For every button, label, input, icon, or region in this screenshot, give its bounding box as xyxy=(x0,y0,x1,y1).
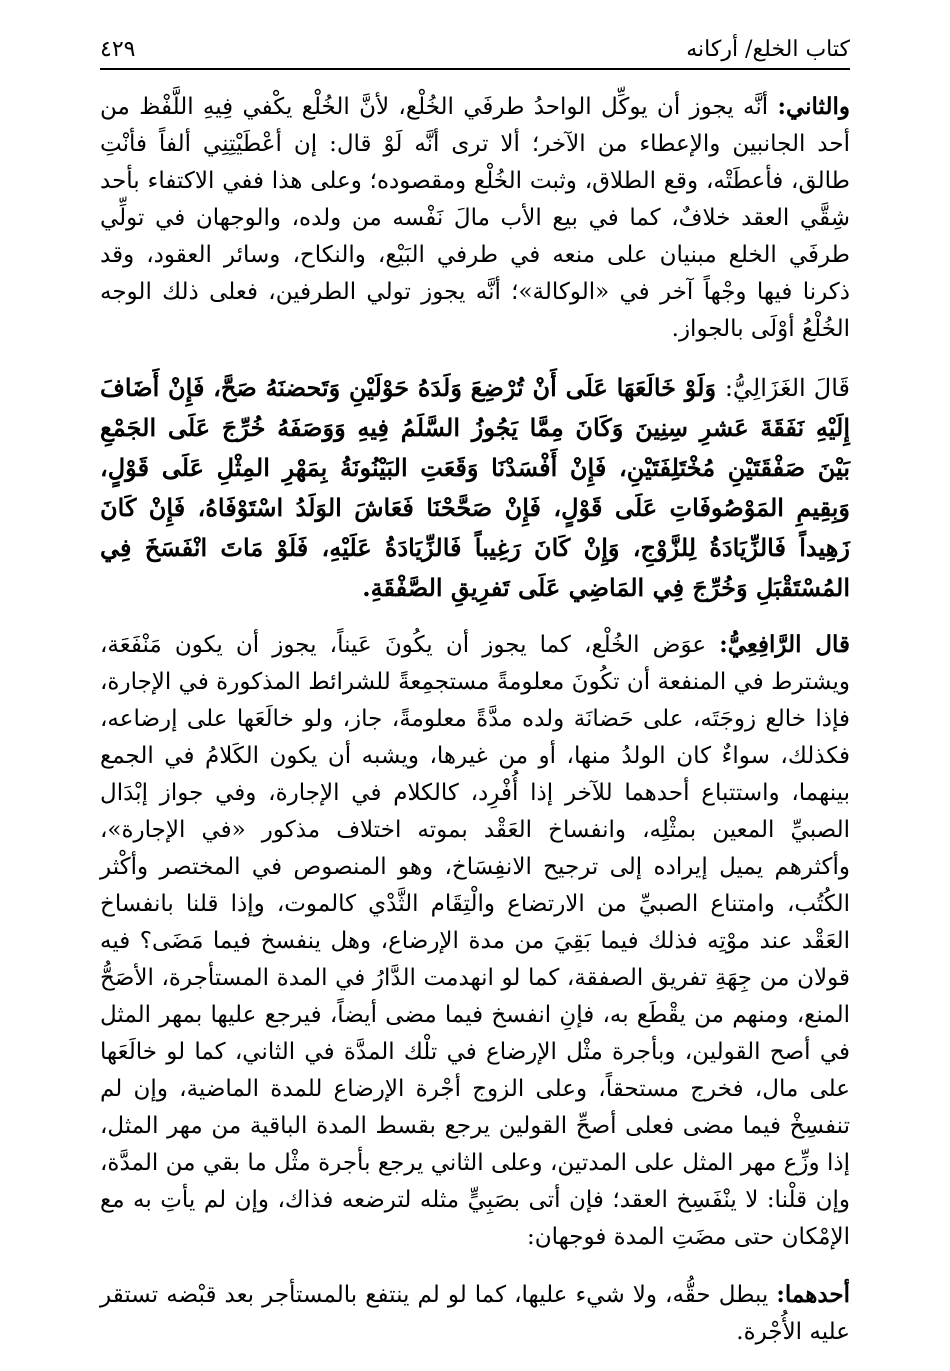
paragraph-lead: والثاني: xyxy=(777,93,850,120)
paragraph-lead: قال الرَّافِعِيُّ: xyxy=(719,631,851,658)
paragraph-text: أنَّه يجوز أن يوكِّل الواحدُ طرفَي الخُلْع، لأنَّ الخُلْع يكْفي فِيهِ اللَّفْظ من أحد الجانبين والإعطاء من الآخر؛ ألا ترى أنَّه لَوْ قال: إن أعْطَيْتِنِي ألفاً فأنْتِ طالق، فأعطَتْه، وقع الطلاق، وثبت الخُلْع ومقصوده؛ وعلى هذا ففي الاكتفاء بأحد شِقَّي العقد خلافٌ، كما في بيع الأب مالَ نَفْسه من ولده، والوجهان في تولِّي طرفَي الخلع مبنيان على منعه في طرفي البَيْع، والنكاح، وسائر العقود، وقد ذكرنا فيها وجْهاً آخر في «الوكالة»؛ أنَّه يجوز تولي الطرفين، فعلى ذلك الوجه الخُلْعُ أوْلَى بالجواز. xyxy=(100,94,850,342)
paragraph-text: يبطل حقُّه، ولا شيء عليها، كما لو لم ينتفع بالمستأجر بعد قبْضه تستقر عليه الأُجْرة. xyxy=(100,1282,850,1345)
paragraph-lead: قَالَ الغَزَالِيُّ: xyxy=(724,374,850,402)
page-number: ٤٢٩ xyxy=(100,37,136,62)
paragraph-text: وَلَوْ خَالَعَهَا عَلَى أَنْ تُرْضِعَ وَلَدَهُ حَوْلَيْنِ وَتَحضنَهُ صَحَّ، فَإِنْ أَضَافَ إِلَيْهِ نَفَقَةَ عَشرِ سِنِينَ وَكَانَ مِمَّا يَجُوزُ السَّلَمُ فِيهِ وَوَصَفَهُ خُرِّجَ عَلَى الجَمْعِ بَيْنَ صَفْقَتَيْنِ مُخْتَلِفَتَيْنِ، فَإِنْ أَفْسَدْنَا وَقَعَتِ البَيْنُونَةُ بِمَهْرِ المِثْلِ عَلَى قَوْلٍ، وَبِقِيمِ المَوْصُوفَاتِ عَلَى قَوْلٍ، فَإِنْ صَحَّحْنَا فَعَاشَ الوَلَدُ اسْتَوْفَاهُ، فَإِنْ كَانَ زَهِيداً فَالزِّيَادَةُ لِلزَّوْجِ، وَإِنْ كَانَ رَغِيباً فَالزِّيَادَةُ عَلَيْهِ، فَلَوْ مَاتَ انْفَسَخَ فِي المُسْتَقْبَلِ وَخُرِّجَ فِي المَاضِي عَلَى تَفرِيقِ الصَّفْقَةِ. xyxy=(100,373,850,602)
paragraph-first-view xyxy=(100,1276,850,1351)
page-header xyxy=(100,30,850,70)
paragraph-second-view xyxy=(100,88,850,348)
paragraph-ghazali-quote xyxy=(100,368,850,608)
running-head: كتاب الخلع/ أركانه xyxy=(686,37,850,62)
paragraph-lead: أحدهما: xyxy=(776,1281,851,1308)
page-body xyxy=(100,88,850,1371)
paragraph-rafii-commentary xyxy=(100,626,850,1256)
paragraph-text: عوَض الخُلْع، كما يجوز أن يكُونَ عَيناً، يجوز أن يكون مَنْفَعَة، ويشترط في المنفعة أن تكُونَ معلومةً مستجمِعةً للشرائط المذكورة في الإجارة، فإذا خالع زوجَتَه، على حَضانَة ولده مدَّةً معلومةً، جاز، ولو خالَعَها على إرضاعه، فكذلك، سواءٌ كان الولدُ منها، أو من غيرها، ويشبه أن يكون الكَلامُ في الجمع بينهما، واستتباع أحدهما للآخر إذا أُفْرِد، كالكلام في الإجارة، وفي جواز إبْدَال الصبيِّ المعين بمثْلِه، وانفساخ العَقْد بموته اختلاف مذكور «في الإجارة»، وأكثرهم يميل إيراده إلى ترجيح الانفِسَاخ، وهو المنصوص في المختصر وأكْثر الكُتُب، وامتناع الصبيِّ من الارتضاع والْتِقَام الثَّدْي كالموت، وإذا قلنا بانفساخ العَقْد عند موْتِه فذلك فيما بَقِيَ من مدة الإرضاع، وهل ينفسخ فيما مَضَى؟ فيه قولان من جِهَةِ تفريق الصفقة، كما لو انهدمت الدَّارُ في المدة المستأجرة، الأصَحُّ المنع، ومنهم من يقْطَع به، فإنِ انفسخ فيما مضى أيضاً، فيرجع عليها بمهر المثل في أصح القولين، وبأجرة مثْل الإرضاع في تلْك المدَّة في الثاني، كما لو خالَعَها على مال، فخرج مستحقاً، وعلى الزوج أجْرة الإرضاع للمدة الماضية، وإن لم تنفسِخْ فيما مضى فعلى أصحِّ القولين يرجع بقسط المدة الباقية من مهر المثل، إذا وزِّع مهر المثل على المدتين، وعلى الثاني يرجع بأجرة مثْل ما بقي من المدَّة، وإن قلْنا: لا ينْفَسِخ العقد؛ فإن أتى بصَبِيٍّ مثله لترضعه فذاك، وإن لم يأتِ به مع الإمْكان حتى مضَتِ المدة فوجهان: xyxy=(100,632,850,1250)
